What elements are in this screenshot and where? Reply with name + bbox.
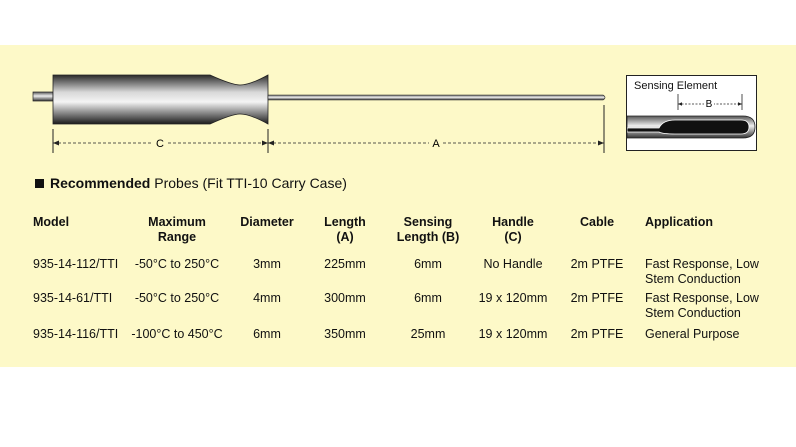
row2-range: -50°C to 250°C [134,291,220,305]
row3-range: -100°C to 450°C [131,327,223,341]
col-header-model: Model [33,215,70,229]
dim-label-b: B [705,99,713,110]
row3-diameter: 6mm [253,327,281,341]
sensing-element-drawing [627,76,758,152]
row2-model: 935-14-61/TTI [33,291,113,305]
col-header-handle [492,215,534,245]
col-header-cable: Cable [579,215,615,229]
row3-length: 350mm [324,327,366,341]
row1-sensing: 6mm [414,257,442,271]
row3-handle: 19 x 120mm [478,327,548,341]
row2-application-line1: Fast Response, Low [645,291,759,305]
row2-sensing: 6mm [414,291,442,305]
arrow-b-right [738,102,742,105]
arrow-a-right [598,141,604,146]
col-header-sensing [397,215,459,245]
row2-application [645,291,759,321]
row1-model: 935-14-112/TTI [33,257,119,271]
sensing-element-inset [626,75,757,151]
col-header-range-line2: Range [157,230,197,244]
row1-application-line1: Fast Response, Low [645,257,759,271]
row1-range: -50°C to 250°C [134,257,220,271]
spec-panel [0,45,796,367]
section-heading [35,175,347,191]
arrow-b-left [678,102,682,105]
col-header-handle-line2: (C) [504,230,522,244]
row3-sensing: 25mm [410,327,446,341]
col-header-application: Application [645,215,714,229]
col-header-length [324,215,366,245]
arrow-a-left [268,141,274,146]
row2-length: 300mm [324,291,366,305]
row2-handle: 19 x 120mm [478,291,548,305]
col-header-diameter: Diameter [240,215,294,229]
arrow-c-left [53,141,59,146]
row2-cable: 2m PTFE [570,291,624,305]
col-header-range-line1: Maximum [148,215,206,229]
row1-application-line2: Stem Conduction [645,272,741,286]
col-header-sensing-line1: Sensing [403,215,453,229]
col-header-length-line1: Length [324,215,366,229]
col-header-range [148,215,206,245]
heading-rest: Probes (Fit TTI-10 Carry Case) [150,175,347,191]
row1-diameter: 3mm [253,257,281,271]
row1-handle: No Handle [483,257,543,271]
row1-application [645,257,759,287]
row1-cable: 2m PTFE [570,257,624,271]
row2-diameter: 4mm [253,291,281,305]
probe-stem [268,95,605,100]
col-header-length-line2: (A) [336,230,354,244]
dim-label-c: C [156,138,164,150]
row3-model: 935-14-116/TTI [33,327,119,341]
row2-application-line2: Stem Conduction [645,306,741,320]
probe-handle [53,75,268,124]
probe-cable [33,92,53,101]
col-header-sensing-line2: Length (B) [396,230,460,244]
row3-application: General Purpose [645,327,740,341]
heading-bold: Recommended [50,175,151,191]
row1-length: 225mm [324,257,366,271]
sensing-element-title: Sensing Element [634,80,718,92]
bullet-square-icon [35,179,44,188]
dim-label-a: A [432,138,440,150]
row3-cable: 2m PTFE [570,327,624,341]
col-header-handle-line1: Handle [492,215,534,229]
arrow-c-right [262,141,268,146]
